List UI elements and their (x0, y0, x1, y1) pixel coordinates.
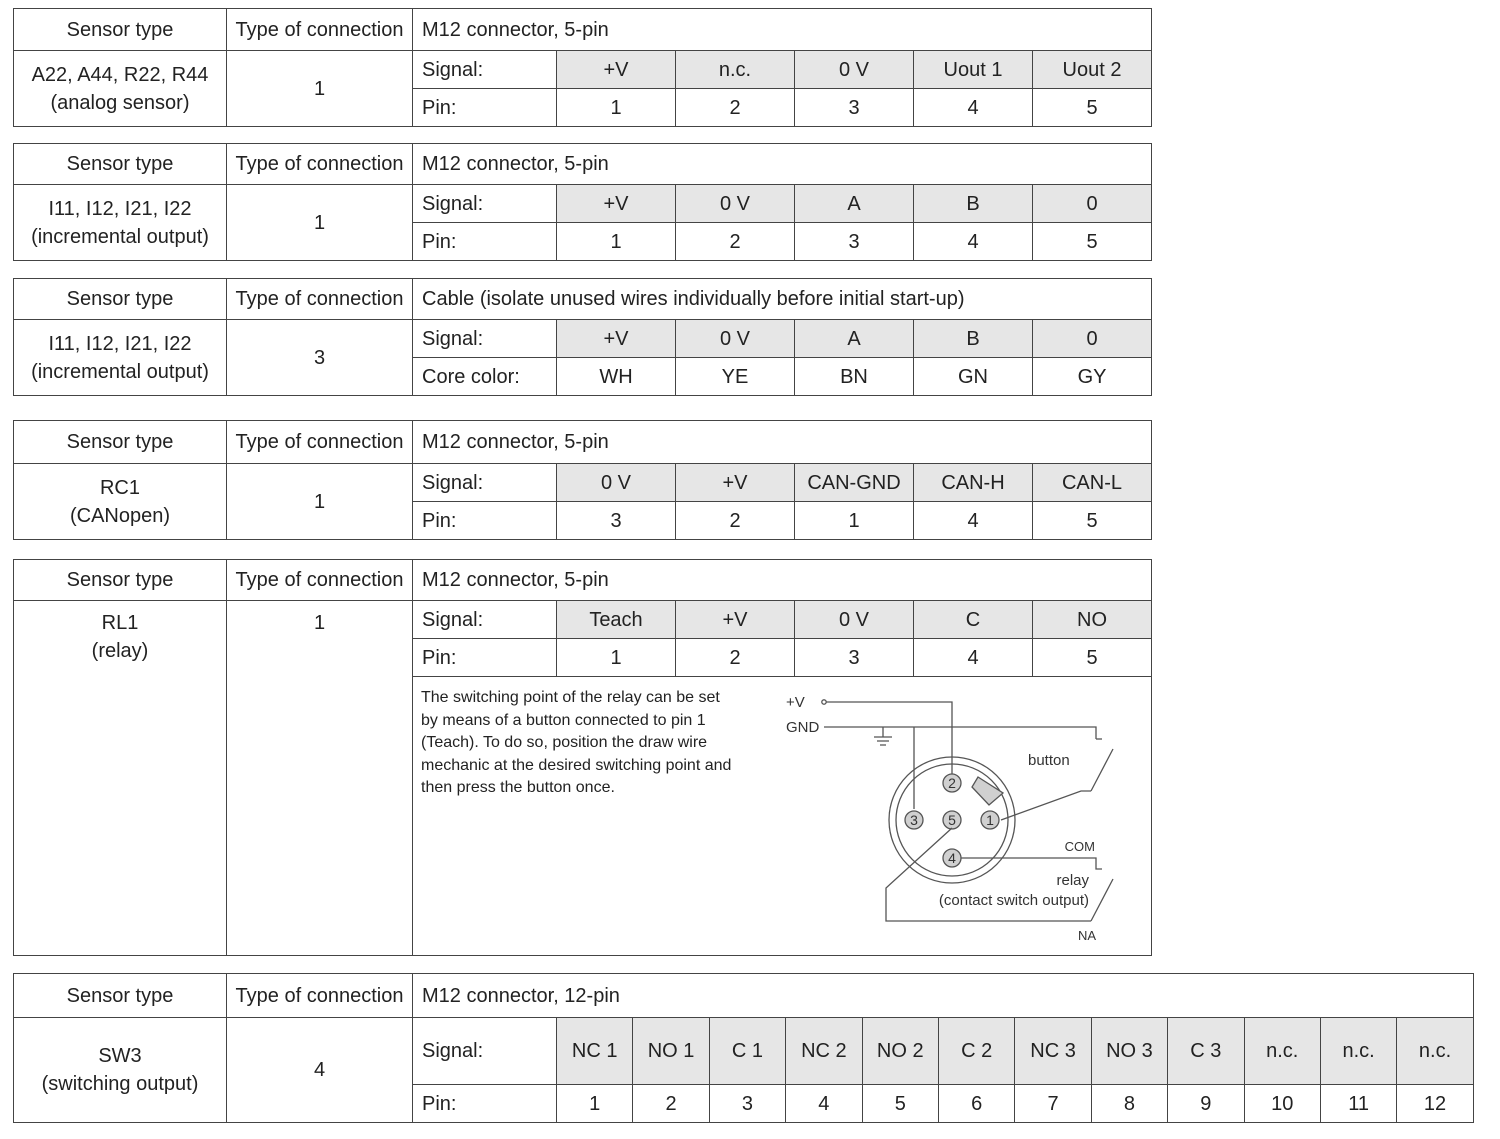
button-label: button (1028, 752, 1070, 769)
sensor-type-header: Sensor type (14, 9, 227, 51)
sensor-note: (incremental output) (31, 225, 209, 248)
pin-cell: 4 (786, 1085, 862, 1123)
sensor-cell (14, 51, 227, 127)
svg-text:3: 3 (910, 812, 918, 828)
pin-cell: 4 (914, 89, 1033, 127)
connector-header: M12 connector, 5-pin (413, 560, 1152, 601)
connection-type-value: 3 (227, 320, 413, 396)
pinout-table-incremental (13, 143, 1152, 261)
signal-cell: NC 3 (1015, 1018, 1091, 1085)
pin-cell: 4 (914, 502, 1033, 540)
pin-2 (943, 774, 961, 792)
pin-cell: 2 (676, 502, 795, 540)
pin-cell: 4 (914, 223, 1033, 261)
pin-cell: 2 (676, 89, 795, 127)
core-color-label: Core color: (413, 358, 557, 396)
pin-label: Pin: (413, 639, 557, 677)
sensor-cell (14, 1018, 227, 1123)
signal-cell: CAN-GND (795, 464, 914, 502)
signal-cell: n.c. (676, 51, 795, 89)
signal-cell: 0 V (676, 320, 795, 358)
ground-symbol-icon (874, 727, 892, 745)
connector-header: Cable (isolate unused wires individually before initial start-up) (413, 279, 1152, 320)
signal-cell: C 3 (1168, 1018, 1244, 1085)
signal-cell: B (914, 185, 1033, 223)
pinout-table-relay (13, 559, 1152, 956)
sensor-cell (14, 464, 227, 540)
pinout-table-canopen (13, 420, 1152, 540)
pin-cell: 5 (1033, 89, 1152, 127)
connection-type-header: Type of connection (227, 279, 413, 320)
sensor-cell (14, 601, 227, 956)
pin-cell: 3 (795, 223, 914, 261)
sensor-name: A22, A44, R22, R44 (31, 63, 209, 86)
connection-type-value: 1 (227, 185, 413, 261)
signal-cell: 0 V (795, 51, 914, 89)
connection-type-header: Type of connection (227, 9, 413, 51)
pin-cell: 3 (709, 1085, 785, 1123)
sensor-name: RC1 (99, 476, 140, 499)
connection-type-value: 1 (227, 51, 413, 127)
signal-cell: +V (557, 185, 676, 223)
connection-type-value: 4 (227, 1018, 413, 1123)
connector-header: M12 connector, 5-pin (413, 421, 1152, 464)
signal-cell: 0 (1033, 185, 1152, 223)
pin-cell: 2 (633, 1085, 709, 1123)
relay-wiring-diagram (773, 683, 1123, 953)
signal-cell: C (914, 601, 1033, 639)
pin-3 (905, 811, 923, 829)
pin-cell: 1 (557, 223, 676, 261)
sensor-type-header: Sensor type (14, 974, 227, 1018)
signal-cell: NO 2 (862, 1018, 938, 1085)
relay-note-label: (contact switch output) (938, 892, 1089, 909)
core-color-cell: YE (676, 358, 795, 396)
pin-cell: 7 (1015, 1085, 1091, 1123)
pin-label: Pin: (413, 89, 557, 127)
relay-note: The switching point of the relay can be set by means of a button connected to pin 1 (Teach). To do so, position the draw wire mechanic at the desired switching point and then press the button once. (421, 689, 732, 796)
sensor-note: (CANopen) (69, 504, 171, 527)
signal-cell: n.c. (1244, 1018, 1320, 1085)
sensor-note: (switching output) (41, 1073, 199, 1095)
signal-cell: B (914, 320, 1033, 358)
pin-5 (943, 811, 961, 829)
signal-cell: Uout 1 (914, 51, 1033, 89)
signal-cell: A (795, 185, 914, 223)
pin-cell: 5 (862, 1085, 938, 1123)
connection-type-header: Type of connection (227, 974, 413, 1018)
pin-cell: 11 (1320, 1085, 1396, 1123)
signal-cell: +V (557, 51, 676, 89)
svg-text:1: 1 (986, 812, 994, 828)
signal-label: Signal: (413, 464, 557, 502)
signal-label: Signal: (413, 51, 557, 89)
sensor-note: (analog sensor) (50, 91, 190, 114)
signal-cell: Uout 2 (1033, 51, 1152, 89)
pin-cell: 5 (1033, 502, 1152, 540)
sensor-type-header: Sensor type (14, 279, 227, 320)
sensor-cell (14, 185, 227, 261)
pin-4 (943, 849, 961, 867)
pin-label: Pin: (413, 223, 557, 261)
connection-type-value: 1 (227, 601, 413, 956)
signal-cell: CAN-H (914, 464, 1033, 502)
pin-cell: 8 (1091, 1085, 1167, 1123)
pin-cell: 1 (557, 89, 676, 127)
com-label: COM (1064, 839, 1095, 854)
pin-cell: 5 (1033, 223, 1152, 261)
pin-label: Pin: (413, 502, 557, 540)
relay-label: relay (1056, 872, 1089, 889)
pin-1 (981, 811, 999, 829)
pin-cell: 1 (795, 502, 914, 540)
connection-type-header: Type of connection (227, 421, 413, 464)
na-label: NA (1077, 928, 1096, 943)
relay-info-cell (413, 677, 1152, 956)
signal-label: Signal: (413, 601, 557, 639)
signal-cell: C 1 (709, 1018, 785, 1085)
signal-cell: NO (1033, 601, 1152, 639)
core-color-cell: GY (1033, 358, 1152, 396)
pin-cell: 4 (914, 639, 1033, 677)
connection-type-value: 1 (227, 464, 413, 540)
core-color-cell: GN (914, 358, 1033, 396)
core-color-cell: BN (795, 358, 914, 396)
pin-cell: 3 (795, 89, 914, 127)
sensor-note: (relay) (91, 640, 149, 662)
signal-cell: C 2 (938, 1018, 1014, 1085)
svg-text:2: 2 (948, 775, 956, 791)
core-color-cell: WH (557, 358, 676, 396)
signal-cell: 0 V (557, 464, 676, 502)
pin-cell: 2 (676, 639, 795, 677)
pin-cell: 3 (557, 502, 676, 540)
pin-cell: 10 (1244, 1085, 1320, 1123)
signal-cell: NC 1 (557, 1018, 633, 1085)
sensor-type-header: Sensor type (14, 560, 227, 601)
signal-cell: A (795, 320, 914, 358)
sensor-note: (incremental output) (31, 360, 209, 383)
pin-cell: 9 (1168, 1085, 1244, 1123)
signal-label: Signal: (413, 1018, 557, 1085)
connector-header: M12 connector, 5-pin (413, 144, 1152, 185)
signal-cell: CAN-L (1033, 464, 1152, 502)
signal-cell: +V (676, 601, 795, 639)
sensor-type-header: Sensor type (14, 144, 227, 185)
signal-label: Signal: (413, 320, 557, 358)
connector-header: M12 connector, 5-pin (413, 9, 1152, 51)
pinout-table-analog (13, 8, 1152, 127)
signal-cell: NC 2 (786, 1018, 862, 1085)
signal-cell: 0 (1033, 320, 1152, 358)
svg-text:4: 4 (948, 850, 956, 866)
signal-cell: NO 1 (633, 1018, 709, 1085)
signal-cell: 0 V (676, 185, 795, 223)
pin-cell: 1 (557, 1085, 633, 1123)
sensor-name: RL1 (101, 612, 139, 634)
pin-label: Pin: (413, 1085, 557, 1123)
sensor-name: I11, I12, I21, I22 (48, 197, 192, 220)
signal-cell: 0 V (795, 601, 914, 639)
pin-cell: 12 (1397, 1085, 1474, 1123)
pin-cell: 5 (1033, 639, 1152, 677)
signal-cell: Teach (557, 601, 676, 639)
plus-v-label: +V (786, 694, 805, 711)
sensor-name: I11, I12, I21, I22 (48, 332, 192, 355)
pinout-table-switching (13, 973, 1474, 1123)
connection-type-header: Type of connection (227, 144, 413, 185)
svg-text:5: 5 (948, 812, 956, 828)
gnd-label: GND (786, 719, 820, 736)
pin-cell: 3 (795, 639, 914, 677)
signal-cell: +V (557, 320, 676, 358)
signal-cell: NO 3 (1091, 1018, 1167, 1085)
sensor-name: SW3 (98, 1045, 142, 1067)
signal-label: Signal: (413, 185, 557, 223)
signal-cell: n.c. (1320, 1018, 1396, 1085)
pin-cell: 1 (557, 639, 676, 677)
pinout-table-cable (13, 278, 1152, 396)
connector-header: M12 connector, 12-pin (413, 974, 1474, 1018)
sensor-cell (14, 320, 227, 396)
pin-cell: 2 (676, 223, 795, 261)
connection-type-header: Type of connection (227, 560, 413, 601)
signal-cell: n.c. (1397, 1018, 1474, 1085)
sensor-type-header: Sensor type (14, 421, 227, 464)
signal-cell: +V (676, 464, 795, 502)
pin-cell: 6 (938, 1085, 1014, 1123)
